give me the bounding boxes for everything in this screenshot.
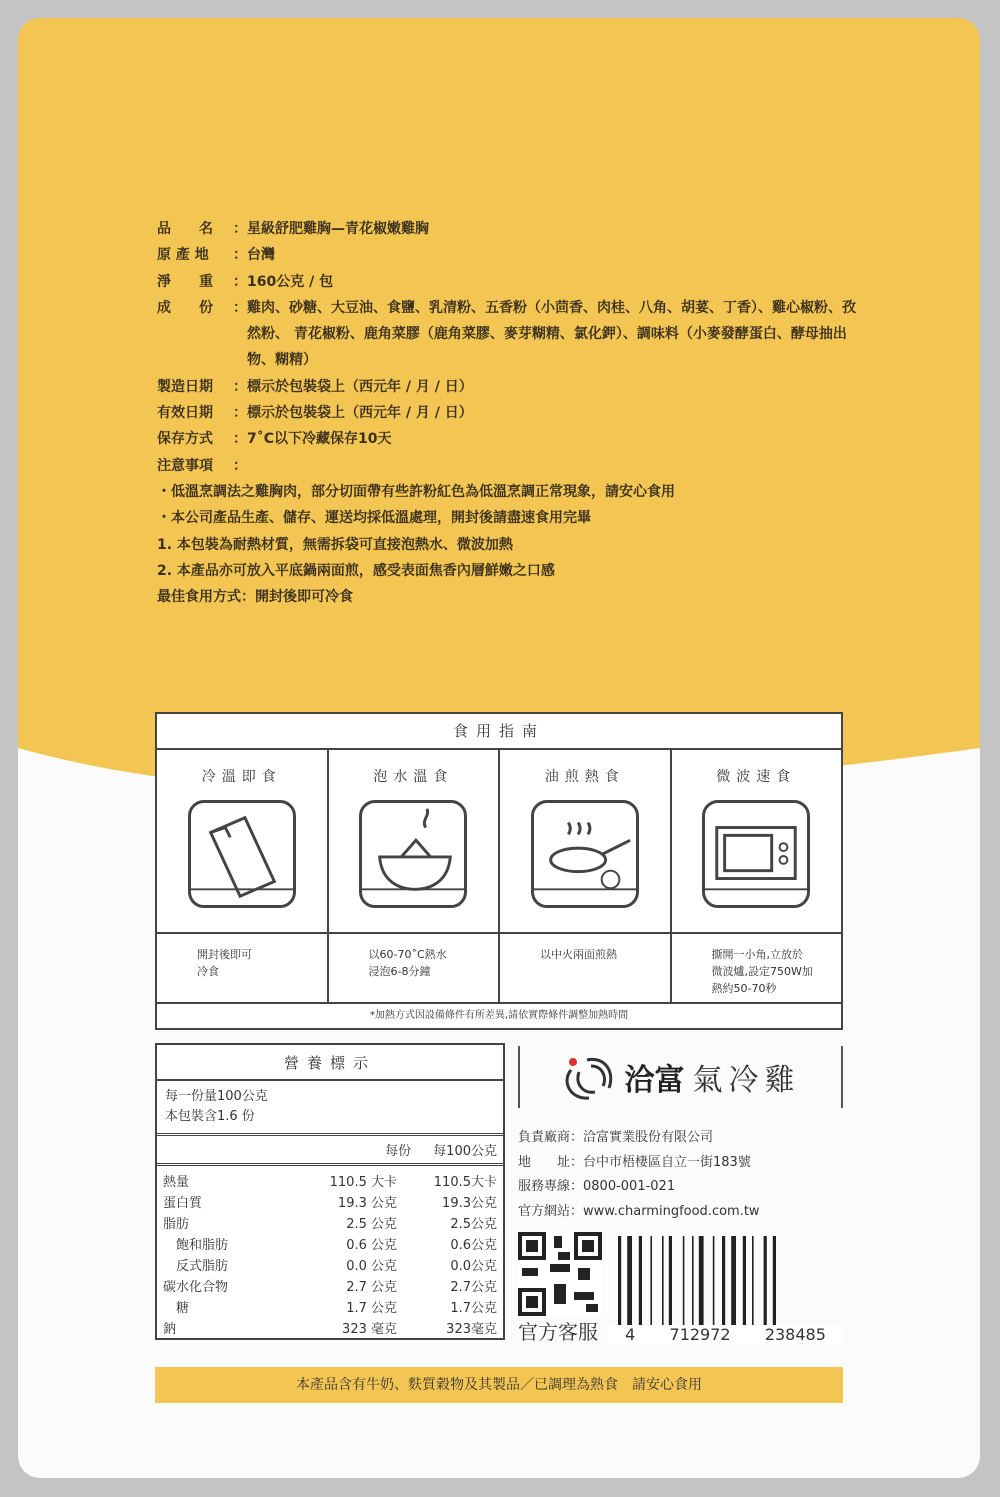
company-info xyxy=(518,1046,843,1344)
info-row xyxy=(157,295,867,374)
note-line: ・本公司產品生產、儲存、運送均採低溫處理，開封後請盡速食用完畢 xyxy=(157,510,591,527)
barcode-digits-right: 238485 xyxy=(764,1325,826,1344)
note-line: 1. 本包裝為耐熱材質，無需拆袋可直接泡熱水、微波加熱 xyxy=(157,536,513,553)
info-row xyxy=(157,400,867,426)
method-desc: 開封後即可 冷食 xyxy=(157,932,327,1002)
usage-guide xyxy=(155,712,843,1030)
per-100g-value: 2.7公克 xyxy=(450,1280,497,1295)
col-per-100g: 每100公克 xyxy=(433,1144,497,1159)
per-serving-value: 2.7 公克 xyxy=(346,1280,397,1295)
per-100g-value: 110.5大卡 xyxy=(433,1175,497,1190)
colon: ： xyxy=(233,378,247,395)
info-value xyxy=(247,453,867,479)
guide-note: *加熱方式因設備條件有所差異,請依實際條件調整加熱時間 xyxy=(369,1010,629,1021)
info-row xyxy=(157,453,867,479)
note-line: ・低溫烹調法之雞胸肉，部分切面帶有些許粉紅色為低溫烹調正常現象，請安心食用 xyxy=(157,483,675,500)
package-icon xyxy=(188,800,296,908)
barcode-digit-prefix: 4 xyxy=(625,1325,636,1344)
per-serving-value: 323 毫克 xyxy=(342,1322,397,1337)
colon: ： xyxy=(233,221,247,237)
qr-code[interactable] xyxy=(518,1232,602,1316)
frying-pan-icon xyxy=(531,800,639,908)
product-info xyxy=(157,216,867,610)
nutrient-row xyxy=(157,1256,503,1277)
info-row xyxy=(157,269,867,295)
company-line: 負責廠商：洽富實業股份有限公司 xyxy=(518,1130,714,1145)
nutrient-name: 蛋白質 xyxy=(163,1196,203,1211)
per-100g-value: 1.7公克 xyxy=(450,1301,497,1316)
nutrient-row xyxy=(157,1235,503,1256)
per-100g-value: 0.0公克 xyxy=(450,1259,497,1274)
note-line: 最佳食用方式：開封後即可冷食 xyxy=(157,589,353,606)
nutrient-name: 熱量 xyxy=(163,1175,190,1190)
per-serving-value: 0.6 公克 xyxy=(346,1238,397,1253)
info-label: 原 產 地 xyxy=(157,247,209,264)
per-serving-value: 19.3 公克 xyxy=(337,1196,397,1211)
colon: ： xyxy=(233,457,247,474)
allergen-banner: 本產品含有牛奶、麩質穀物及其製品／已調理為熟食 請安心食用 xyxy=(155,1367,843,1403)
serving-size: 每一份量100公克 xyxy=(165,1089,268,1104)
info-row xyxy=(157,374,867,400)
servings-per-pack: 本包裝含1.6 份 xyxy=(165,1109,255,1124)
col-per-serving: 每份 xyxy=(385,1144,412,1159)
nutrient-row xyxy=(157,1277,503,1298)
method-desc: 撕開一小角,立放於 微波爐,設定750W加 熱約50-70秒 xyxy=(672,932,842,1002)
nutrient-name: 脂肪 xyxy=(163,1217,190,1232)
info-row xyxy=(157,426,867,452)
guide-method xyxy=(329,750,501,1002)
info-label: 注意事項 xyxy=(157,457,213,474)
nutrient-row xyxy=(157,1193,503,1214)
info-value: 星級舒肥雞胸—青花椒嫩雞胸 xyxy=(247,221,429,237)
nutrient-name: 反式脂肪 xyxy=(163,1259,229,1274)
info-value: 台灣 xyxy=(247,247,275,264)
info-row xyxy=(157,216,867,242)
company-line: 官方網站：www.charmingfood.com.tw xyxy=(518,1203,760,1219)
info-label: 保存方式 xyxy=(157,431,213,448)
info-label: 品 名 xyxy=(157,221,213,237)
brand-name-bold: 洽富 xyxy=(624,1063,685,1098)
guide-method xyxy=(500,750,672,1002)
colon: ： xyxy=(233,247,247,264)
microwave-icon xyxy=(702,800,810,908)
colon: ： xyxy=(233,431,247,448)
per-serving-value: 0.0 公克 xyxy=(346,1259,397,1274)
barcode-bars xyxy=(608,1236,843,1326)
nutrient-row xyxy=(157,1214,503,1235)
info-label: 有效日期 xyxy=(157,405,213,422)
qr-label: 官方客服 xyxy=(518,1320,598,1344)
info-label: 製造日期 xyxy=(157,378,213,395)
nutrition-title: 營養標示 xyxy=(157,1045,503,1081)
info-value: 7˚C以下冷藏保存10天 xyxy=(247,431,392,448)
company-line: 地 址：台中市梧棲區自立一街183號 xyxy=(518,1154,751,1170)
method-name: 泡水溫食 xyxy=(373,769,454,785)
brand-logo xyxy=(518,1046,843,1108)
nutrition-facts xyxy=(155,1043,505,1340)
nutrient-name: 糖 xyxy=(163,1301,190,1316)
info-value: 標示於包裝袋上（西元年 / 月 / 日） xyxy=(247,378,473,395)
method-desc: 以中火兩面煎熱 xyxy=(500,932,670,1002)
barcode-digits-left: 712972 xyxy=(669,1325,731,1344)
bowl-icon xyxy=(359,800,467,908)
guide-method xyxy=(672,750,842,1002)
method-name: 微波速食 xyxy=(716,769,797,785)
nutrient-name: 鈉 xyxy=(163,1322,177,1337)
nutrient-row xyxy=(157,1319,503,1340)
colon: ： xyxy=(233,405,247,422)
per-serving-value: 110.5 大卡 xyxy=(329,1175,397,1190)
per-100g-value: 0.6公克 xyxy=(450,1238,497,1253)
method-name: 冷溫即食 xyxy=(201,769,282,785)
method-name: 油煎熱食 xyxy=(544,769,625,785)
rooster-icon xyxy=(561,1052,617,1102)
nutrient-name: 飽和脂肪 xyxy=(163,1238,229,1253)
method-desc: 以60-70˚C熱水 浸泡6-8分鐘 xyxy=(329,932,499,1002)
note-line: 2. 本產品亦可放入平底鍋兩面煎，感受表面焦香內層鮮嫩之口感 xyxy=(157,562,555,579)
per-serving-value: 2.5 公克 xyxy=(346,1217,397,1232)
info-value: 160公克 / 包 xyxy=(247,273,334,290)
per-100g-value: 19.3公克 xyxy=(442,1196,497,1211)
per-100g-value: 323毫克 xyxy=(446,1322,497,1337)
guide-title: 食用指南 xyxy=(157,714,841,750)
barcode xyxy=(608,1236,843,1344)
brand-name-light: 氣冷雞 xyxy=(692,1063,801,1098)
guide-method xyxy=(157,750,329,1002)
nutrient-row xyxy=(157,1172,503,1193)
info-row xyxy=(157,242,867,268)
colon: ： xyxy=(233,299,247,316)
info-value: 標示於包裝袋上（西元年 / 月 / 日） xyxy=(247,405,473,422)
per-100g-value: 2.5公克 xyxy=(450,1217,497,1232)
package-label xyxy=(18,18,980,1478)
info-value: 雞肉、砂糖、大豆油、食鹽、乳清粉、五香粉（小茴香、肉桂、八角、胡荽、丁香）、雞心椒粉、孜然粉、 青花椒粉、鹿角菜膠（鹿角菜膠、麥芽糊精、氯化鉀）、調味料（小麥發酵蛋白、酵母抽出物、糊精） xyxy=(247,299,856,369)
colon: ： xyxy=(233,273,247,290)
info-label: 成 份 xyxy=(157,299,213,316)
nutrient-row xyxy=(157,1298,503,1319)
per-serving-value: 1.7 公克 xyxy=(346,1301,397,1316)
info-label: 淨 重 xyxy=(157,273,213,290)
company-line: 服務專線：0800-001-021 xyxy=(518,1179,676,1194)
nutrient-name: 碳水化合物 xyxy=(163,1280,229,1295)
